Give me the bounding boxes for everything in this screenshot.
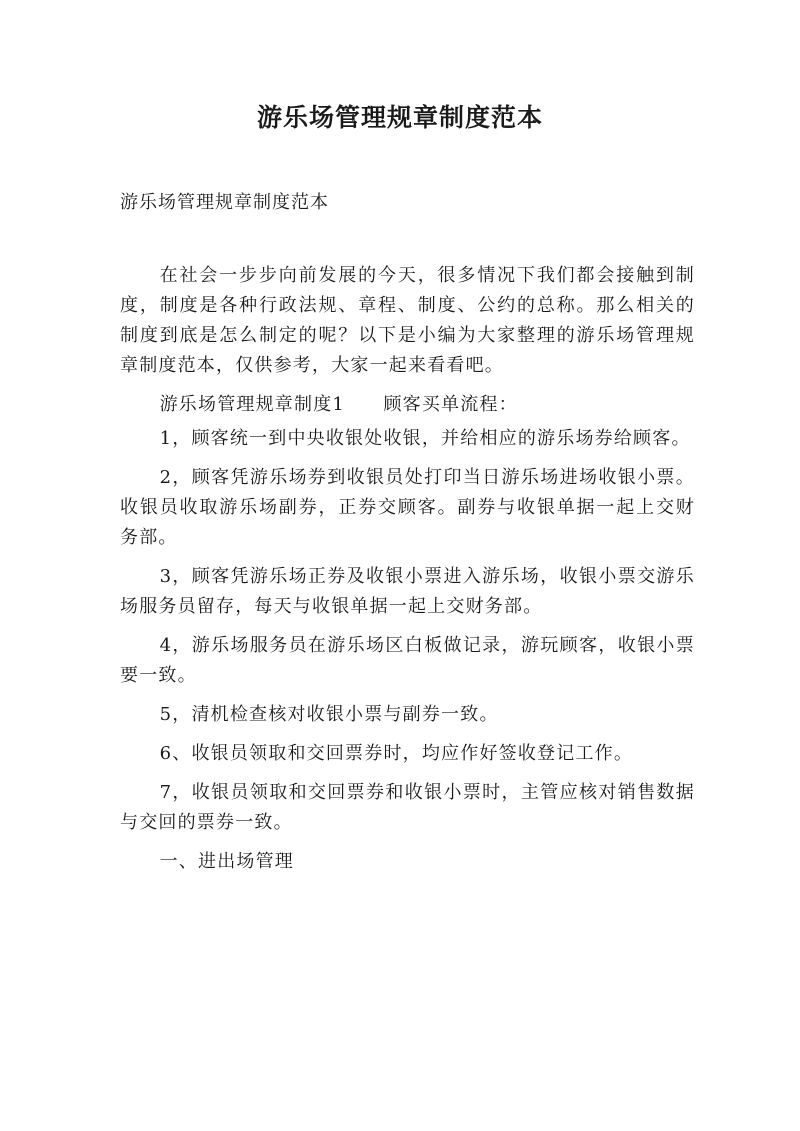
paragraph-item-2: 2，顾客凭游乐场券到收银员处打印当日游乐场进场收银小票。收银员收取游乐场副券，正券交顾客。副券与收银单据一起上交财务部。 xyxy=(120,467,695,548)
paragraph-section-entry-exit: 一、进出场管理 xyxy=(159,851,294,872)
paragraph-item-6: 6、收银员领取和交回票券时，均应作好签收登记工作。 xyxy=(159,743,634,764)
paragraph-item-1: 1，顾客统一到中央收银处收银，并给相应的游乐场券给顾客。 xyxy=(159,428,691,449)
document-subtitle: 游乐场管理规章制度范本 xyxy=(120,192,329,213)
paragraph-item-5: 5，清机检查核对收银小票与副券一致。 xyxy=(159,704,499,725)
paragraph-item-3: 3，顾客凭游乐场正券及收银小票进入游乐场，收银小票交游乐场服务员留存，每天与收银单据一起上交财务部。 xyxy=(120,566,695,617)
paragraph-section-heading: 游乐场管理规章制度1 顾客买单流程： xyxy=(159,394,518,415)
paragraph-intro: 在社会一步步向前发展的今天，很多情况下我们都会接触到制度，制度是各种行政法规、章程、制度、公约的总称。那么相关的制度到底是怎么制定的呢？以下是小编为大家整理的游乐场管理规章制度范本，仅供参考，大家一起来看看吧。 xyxy=(120,265,695,376)
paragraph-item-7: 7，收银员领取和交回票券和收银小票时，主管应核对销售数据与交回的票券一致。 xyxy=(120,782,695,833)
paragraph-item-4: 4，游乐场服务员在游乐场区白板做记录，游玩顾客，收银小票要一致。 xyxy=(120,635,695,686)
document-title: 游乐场管理规章制度范本 xyxy=(256,103,543,132)
document-body xyxy=(120,261,695,886)
